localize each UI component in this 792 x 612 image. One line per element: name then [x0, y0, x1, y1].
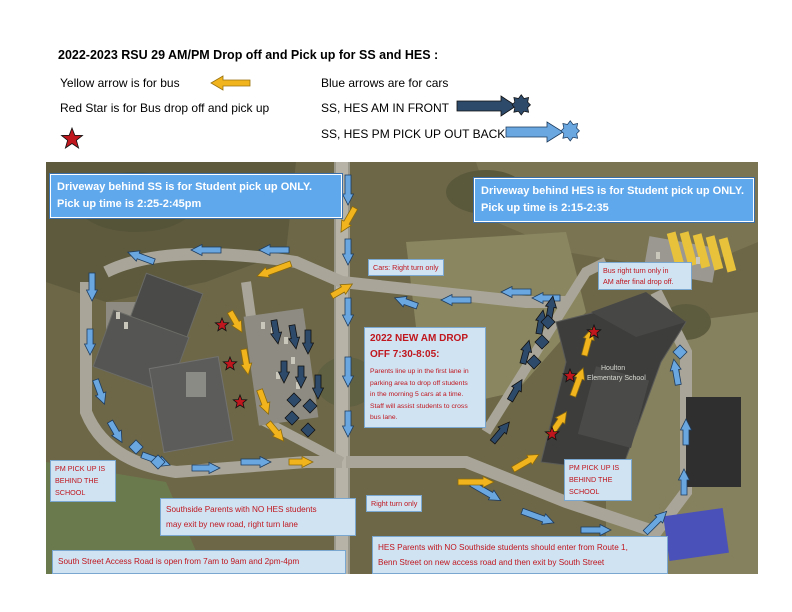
bus-arrow-icon [289, 457, 313, 468]
pm-dropoff-marker-icon [673, 345, 687, 359]
note-bus-right-turn [598, 262, 692, 290]
legend-am-arrow-icon [456, 94, 540, 118]
legend-star-label: Red Star is for Bus drop off and pick up [60, 101, 270, 115]
note-pm-hes-line1: PM PICK UP IS [569, 463, 620, 472]
legend-car-label: Blue arrows are for cars [321, 76, 449, 90]
note-ss-driveway [50, 174, 342, 218]
note-cars-right-turn: Cars: Right turn only [368, 259, 444, 276]
bus-arrow-icon [225, 309, 247, 335]
am-dropoff-marker-icon [301, 423, 315, 437]
pm-dropoff-marker-icon [129, 440, 143, 454]
am-arrow-icon [296, 366, 307, 388]
bus-arrow-icon [329, 279, 355, 301]
am-dropoff-marker-icon [287, 393, 301, 407]
note-am-body-line1: Parents line up in the first lane in [370, 368, 469, 375]
pm-arrow-icon [681, 419, 692, 445]
note-pm-ss-line2: BEHIND THE [55, 476, 99, 485]
legend-am-label: SS, HES AM IN FRONT [321, 101, 450, 115]
bus-arrow-icon [238, 348, 253, 376]
am-dropoff-marker-icon [285, 411, 299, 425]
pm-arrow-icon [343, 239, 354, 265]
pm-arrow-icon [501, 287, 531, 298]
note-bus-right-turn-line2: AM after final drop off. [603, 277, 674, 286]
note-ss-driveway-line1: Driveway behind SS is for Student pick up ONLY. [57, 181, 313, 193]
bus-stop-star-icon [233, 395, 246, 408]
am-arrow-icon [268, 319, 283, 345]
pm-arrow-icon [532, 293, 560, 304]
note-bus-right-turn-line1: Bus right turn only in [603, 266, 669, 275]
note-pm-hes-line3: SCHOOL [569, 487, 600, 496]
bus-stop-star-icon [223, 357, 236, 370]
am-dropoff-marker-icon [535, 335, 549, 349]
pm-arrow-icon [581, 525, 611, 536]
note-am-body-line4: Staff will assist students to cross [370, 402, 468, 410]
note-am-heading-line2: OFF 7:30-8:05: [370, 349, 440, 360]
am-arrow-icon [505, 377, 527, 403]
legend-star-icon [60, 127, 84, 149]
school-aerial-map [46, 162, 758, 574]
bus-arrow-icon [255, 259, 293, 282]
bus-arrow-icon [254, 388, 273, 416]
pm-arrow-icon [642, 508, 671, 537]
pm-arrow-icon [679, 469, 690, 495]
pm-arrow-icon [343, 175, 354, 205]
legend-pm-arrow-icon [505, 119, 589, 145]
pm-arrow-icon [393, 293, 419, 312]
note-pm-hes-line2: BEHIND THE [569, 475, 613, 484]
school-sign-line1: Houlton [601, 365, 626, 372]
legend-bus-label: Yellow arrow is for bus [60, 76, 180, 90]
pm-arrow-icon [520, 506, 556, 528]
pm-arrow-icon [105, 419, 127, 445]
note-am-body-line3: in the morning 5 cars at a time. [370, 391, 464, 398]
pm-arrow-icon [343, 298, 354, 326]
am-dropoff-marker-icon [303, 399, 317, 413]
note-access-road: South Street Access Road is open from 7am to 9am and 2pm-4pm [52, 550, 346, 574]
note-pm-ss-line3: SCHOOL [55, 488, 86, 497]
pm-arrow-icon [85, 329, 96, 355]
note-am-body-line2: parking area to drop off students [370, 379, 468, 387]
am-dropoff-marker-icon [527, 355, 541, 369]
pm-arrow-icon [241, 457, 271, 468]
pm-arrow-icon [87, 273, 98, 301]
pm-arrow-icon [259, 245, 289, 256]
note-pm-pickup-hes [564, 459, 632, 501]
note-southside-line1: Southside Parents with NO HES students [166, 505, 317, 514]
note-ss-driveway-line2: Pick up time is 2:25-2:45pm [57, 198, 202, 210]
bus-arrow-icon [264, 419, 288, 444]
school-sign-line2: Elementary School [587, 375, 646, 382]
note-southside-line2: may exit by new road, right turn lane [166, 520, 298, 529]
note-hes-driveway [474, 178, 754, 222]
pm-arrow-icon [191, 245, 221, 256]
note-hes-driveway-line2: Pick up time is 2:15-2:35 [481, 202, 609, 214]
am-arrow-icon [279, 361, 290, 383]
pm-arrow-icon [441, 295, 471, 306]
note-hes-driveway-line1: Driveway behind HES is for Student pick up ONLY. [481, 185, 745, 197]
am-arrow-icon [313, 375, 324, 399]
bus-stop-star-icon [215, 318, 228, 331]
am-arrow-icon [303, 330, 314, 354]
pm-arrow-icon [192, 463, 220, 474]
bus-stop-star-icon [563, 369, 576, 382]
legend-pm-label: SS, HES PM PICK UP OUT BACK [321, 127, 506, 141]
pm-arrow-icon [668, 358, 683, 386]
pm-arrow-icon [90, 378, 109, 406]
note-pm-pickup-ss [50, 460, 116, 502]
note-hes-parents [372, 536, 668, 574]
am-arrow-icon [488, 419, 513, 446]
note-new-am-dropoff [364, 327, 486, 428]
note-am-heading-line1: 2022 NEW AM DROP [370, 333, 468, 344]
pm-arrow-icon [343, 357, 354, 387]
note-hes-parents-line2: Benn Street on new access road and then exit by South Street [378, 558, 605, 567]
am-arrow-icon [286, 324, 301, 350]
note-am-body-line5: bus lane. [370, 414, 398, 421]
pm-arrow-icon [126, 247, 156, 267]
note-pm-ss-line1: PM PICK UP IS [55, 464, 106, 473]
note-hes-parents-line1: HES Parents with NO Southside students should enter from Route 1, [378, 543, 628, 552]
page-title: 2022-2023 RSU 29 AM/PM Drop off and Pick up for SS and HES : [58, 48, 439, 62]
bus-arrow-icon [510, 450, 541, 475]
legend-yellow-arrow-icon [210, 74, 252, 92]
pm-arrow-icon [343, 411, 354, 437]
note-southside-parents [160, 498, 356, 536]
note-right-turn-only: Right turn only [366, 495, 422, 512]
